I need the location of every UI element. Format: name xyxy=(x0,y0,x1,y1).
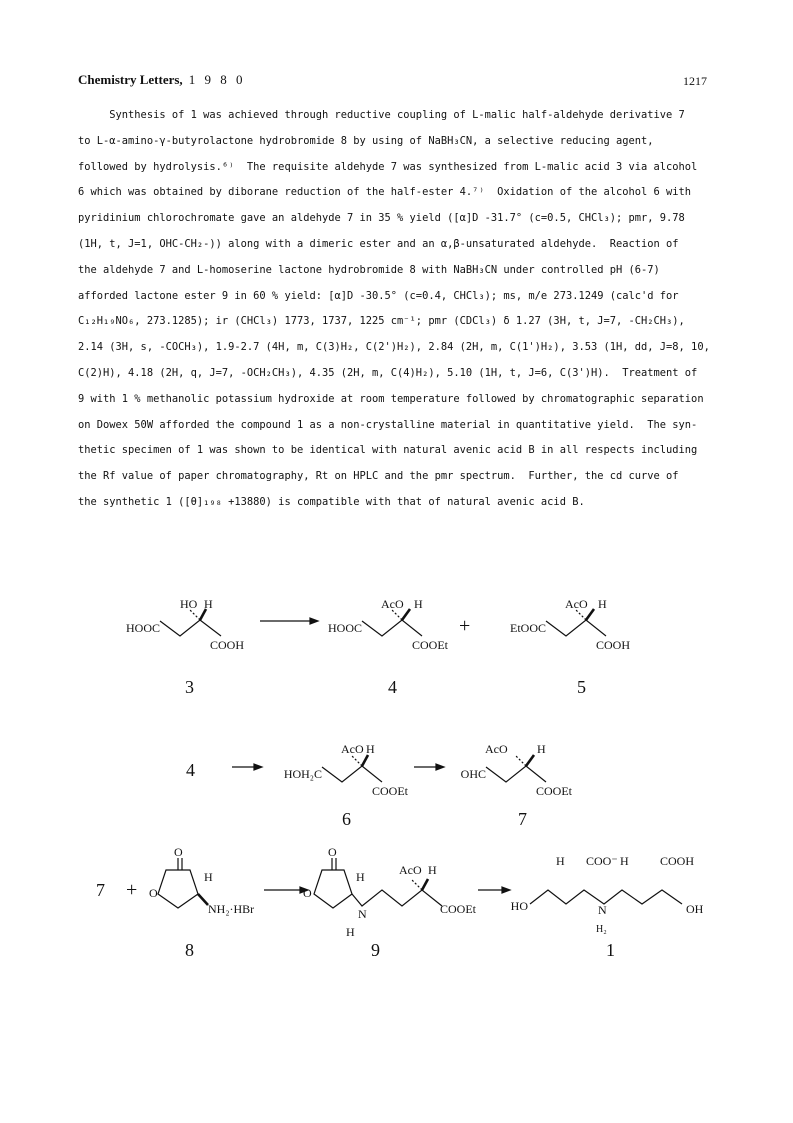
label-ho: HO xyxy=(180,600,198,611)
text-line: afforded lactone ester 9 in 60 % yield: [α]D -30.5° (c=0.4, CHCl₃); ms, m/e 273.1249 (calc'd for xyxy=(78,289,679,302)
label-h: H xyxy=(537,742,546,756)
plus-sign: + xyxy=(126,879,138,901)
plus-sign: + xyxy=(459,615,471,637)
compound-number-3: 3 xyxy=(185,677,194,697)
label-h: H xyxy=(620,854,629,868)
page-number: 1217 xyxy=(683,74,707,88)
text-line: (1H, t, J=1, OHC-CH₂-)) along with a dimeric ester and an α,β-unsaturated aldehyde. Reaction of xyxy=(78,237,679,250)
label-nh2hbr: NH₂·HBr xyxy=(208,902,255,916)
journal-header xyxy=(78,72,245,88)
compound-number-6: 6 xyxy=(342,809,351,829)
text-line: thetic specimen of 1 was shown to be identical with natural avenic acid B in all respects including xyxy=(78,444,698,457)
label-nh-h: H xyxy=(346,925,355,939)
text-line: 6 which was obtained by diborane reduction of the half-ester 4.⁷⁾ Oxidation of the alcohol 6 with xyxy=(78,186,692,199)
label-n: N xyxy=(598,903,607,917)
journal-name: Chemistry Letters, xyxy=(78,72,183,87)
label-cooh: COOH xyxy=(660,854,695,868)
label-aco: AcO xyxy=(485,742,508,756)
text-line: on Dowex 50W afforded the compound 1 as a non-crystalline material in quantitative yield. The syn- xyxy=(78,418,698,431)
label-aco: AcO xyxy=(399,863,422,877)
label-o: O xyxy=(174,845,183,859)
text-line: the aldehyde 7 and L-homoserine lactone hydrobromide 8 with NaBH₃CN under controlled pH (6-7) xyxy=(78,263,660,276)
label-ho: HO xyxy=(510,899,528,913)
text-line: the synthetic 1 ([θ]₁₉₈ +13880) is compatible with that of natural avenic acid B. xyxy=(78,495,585,508)
label-cooh: COOH xyxy=(210,638,245,652)
text-line: pyridinium chlorochromate gave an aldehyde 7 in 35 % yield ([α]D -31.7° (c=0.5, CHCl₃); pmr, 9.78 xyxy=(78,212,685,225)
label-o: O xyxy=(303,886,312,900)
label-h: H xyxy=(356,870,365,884)
compound-number-9: 9 xyxy=(371,940,380,960)
label-h: H xyxy=(598,600,607,611)
compound-number-8: 8 xyxy=(185,940,194,960)
label-cooet: COOEt xyxy=(372,784,408,798)
compound-number-5: 5 xyxy=(577,677,586,697)
text-line: to L-α-amino-γ-butyrolactone hydrobromide 8 by using of NaBH₃CN, a selective reducing agent, xyxy=(78,134,654,147)
compound-number-4: 4 xyxy=(388,677,397,697)
label-cooet: COOEt xyxy=(536,784,572,798)
compound-number-7: 7 xyxy=(518,809,527,829)
label-aco: AcO xyxy=(381,600,404,611)
label-o: O xyxy=(149,886,158,900)
compound-number-1: 1 xyxy=(606,940,615,960)
journal-year: 1 9 8 0 xyxy=(188,72,246,87)
text-line: Synthesis of 1 was achieved through reductive coupling of L-malic half-aldehyde derivative 7 xyxy=(78,109,685,121)
label-cooh: COOH xyxy=(596,638,631,652)
label-cooet: COOEt xyxy=(412,638,448,652)
label-cooet: COOEt xyxy=(440,902,476,916)
label-h: H xyxy=(204,600,213,611)
label-h: H xyxy=(414,600,423,611)
text-line: C₁₂H₁₉NO₆, 273.1285); ir (CHCl₃) 1773, 1737, 1225 cm⁻¹; pmr (CDCl₃) δ 1.27 (3H, t, J=7, -CH₂CH₃), xyxy=(78,315,685,328)
body-paragraph xyxy=(78,103,718,516)
text-line: C(2)H), 4.18 (2H, q, J=7, -OCH₂CH₃), 4.35 (2H, m, C(4)H₂), 5.10 (1H, t, J=6, C(3')H). Treatment of xyxy=(78,366,698,379)
label-etooc: EtOOC xyxy=(510,621,546,635)
label-hooc: HOOC xyxy=(327,621,362,635)
label-coo-minus: COO⁻ xyxy=(586,854,618,868)
label-h: H xyxy=(366,742,375,756)
text-line: 9 with 1 % methanolic potassium hydroxide at room temperature followed by chromatographic separation xyxy=(78,392,704,405)
label-ohc: OHC xyxy=(460,767,486,781)
label-oh: OH xyxy=(686,902,704,916)
text-line: the Rf value of paper chromatography, Rt on HPLC and the pmr spectrum. Further, the cd curve of xyxy=(78,470,679,483)
reaction-scheme xyxy=(0,600,793,1000)
label-h: H xyxy=(556,854,565,868)
label-aco: AcO xyxy=(341,742,364,756)
label-aco: AcO xyxy=(565,600,588,611)
label-o: O xyxy=(328,845,337,859)
compound-number-4: 4 xyxy=(186,760,195,780)
label-h: H xyxy=(428,863,437,877)
compound-number-7: 7 xyxy=(96,880,105,900)
label-h2: H₂ xyxy=(596,924,607,935)
label-n: N xyxy=(358,907,367,921)
label-hoh2c: HOH₂C xyxy=(283,767,322,781)
text-line: 2.14 (3H, s, -COCH₃), 1.9-2.7 (4H, m, C(3)H₂, C(2')H₂), 2.84 (2H, m, C(1')H₂), 3.53 (1H, dd, J=8, 10, xyxy=(78,341,710,354)
label-h: H xyxy=(204,870,213,884)
text-line: followed by hydrolysis.⁶⁾ The requisite aldehyde 7 was synthesized from L-malic acid 3 via alcohol xyxy=(78,160,698,173)
label-hooc: HOOC xyxy=(125,621,160,635)
